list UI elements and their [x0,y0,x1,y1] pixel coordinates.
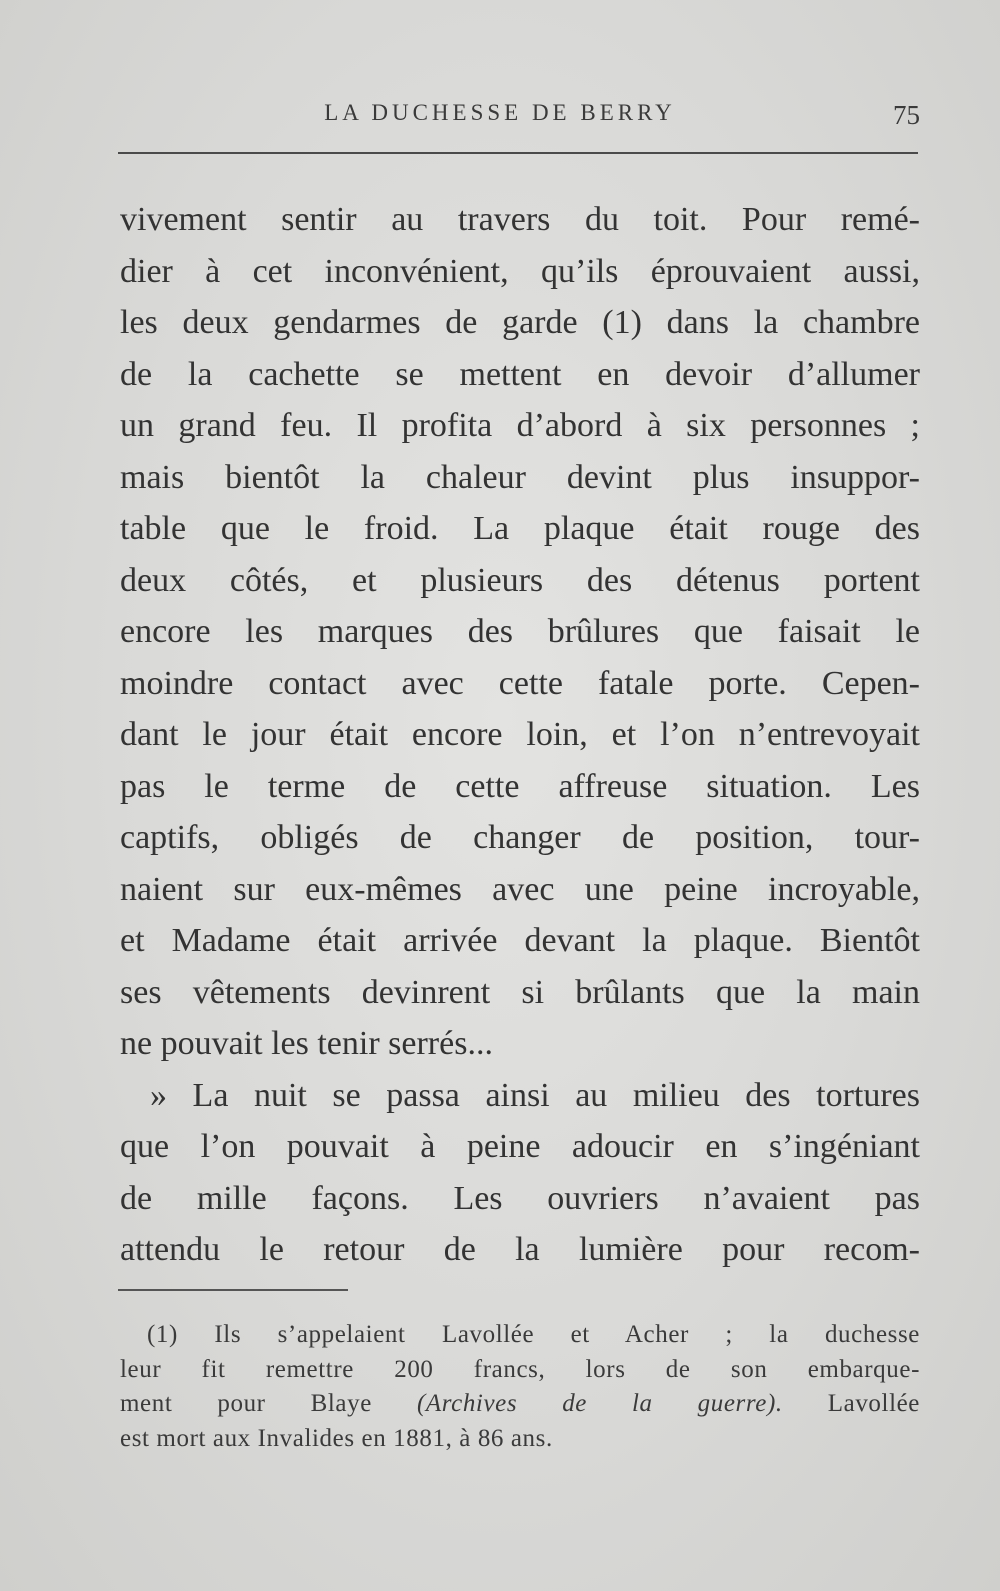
footnote-source-citation: (Archives de la guerre). [416,1390,783,1417]
text-line: de mille façons. Les ouvriers n’avaient pas [120,1179,920,1217]
footnote-line: leur fit remettre 200 francs, lors de son embarque- [120,1355,920,1383]
text-line: pas le terme de cette affreuse situation. Les [120,767,920,805]
running-title: LA DUCHESSE DE BERRY [324,100,676,125]
footnote-line: est mort aux Invalides en 1881, à 86 ans. [120,1424,553,1452]
footnote [120,1318,920,1456]
text-line: naient sur eux-mêmes avec une peine incroyable, [120,870,920,908]
footnote-line: (1) Ils s’appelaient Lavollée et Acher ; la duchesse [147,1321,920,1348]
running-head [120,100,920,136]
text-line: encore les marques des brûlures que faisait le [120,613,920,650]
text-line: ses vêtements devinrent si brûlants que la main [120,973,920,1011]
text-line: » La nuit se passa ainsi au milieu des tortures [150,1076,920,1114]
text-line: les deux gendarmes de garde (1) dans la chambre [120,304,920,341]
text-line: mais bientôt la chaleur devint plus insuppor- [120,458,920,496]
text-line: moindre contact avec cette fatale porte. Cepen- [120,664,920,702]
footnote-text: ment pour Blaye [120,1390,417,1417]
text-line: table que le froid. La plaque était rouge des [120,510,920,547]
text-line: attendu le retour de la lumière pour recom- [120,1231,920,1268]
text-line: un grand feu. Il profita d’abord à six personnes ; [120,407,920,444]
text-line: ne pouvait les tenir serrés... [120,1025,493,1062]
footnote-line [120,1387,920,1422]
text-line: vivement sentir au travers du toit. Pour remé- [120,201,920,238]
text-line: deux côtés, et plusieurs des détenus portent [120,561,920,599]
text-line: de la cachette se mettent en devoir d’allumer [120,355,920,393]
body-text [120,194,920,1276]
footnote-rule [118,1289,348,1291]
footnote-text: Lavollée [782,1390,921,1417]
text-line: que l’on pouvait à peine adoucir en s’ingéniant [120,1128,920,1165]
text-line: dant le jour était encore loin, et l’on n’entrevoyait [120,716,920,753]
page-number: 75 [893,100,920,130]
header-rule [118,152,918,154]
text-line: dier à cet inconvénient, qu’ils éprouvaient aussi, [120,252,920,290]
text-line: captifs, obligés de changer de position, tour- [120,819,920,856]
text-line: et Madame était arrivée devant la plaque. Bientôt [120,922,920,959]
